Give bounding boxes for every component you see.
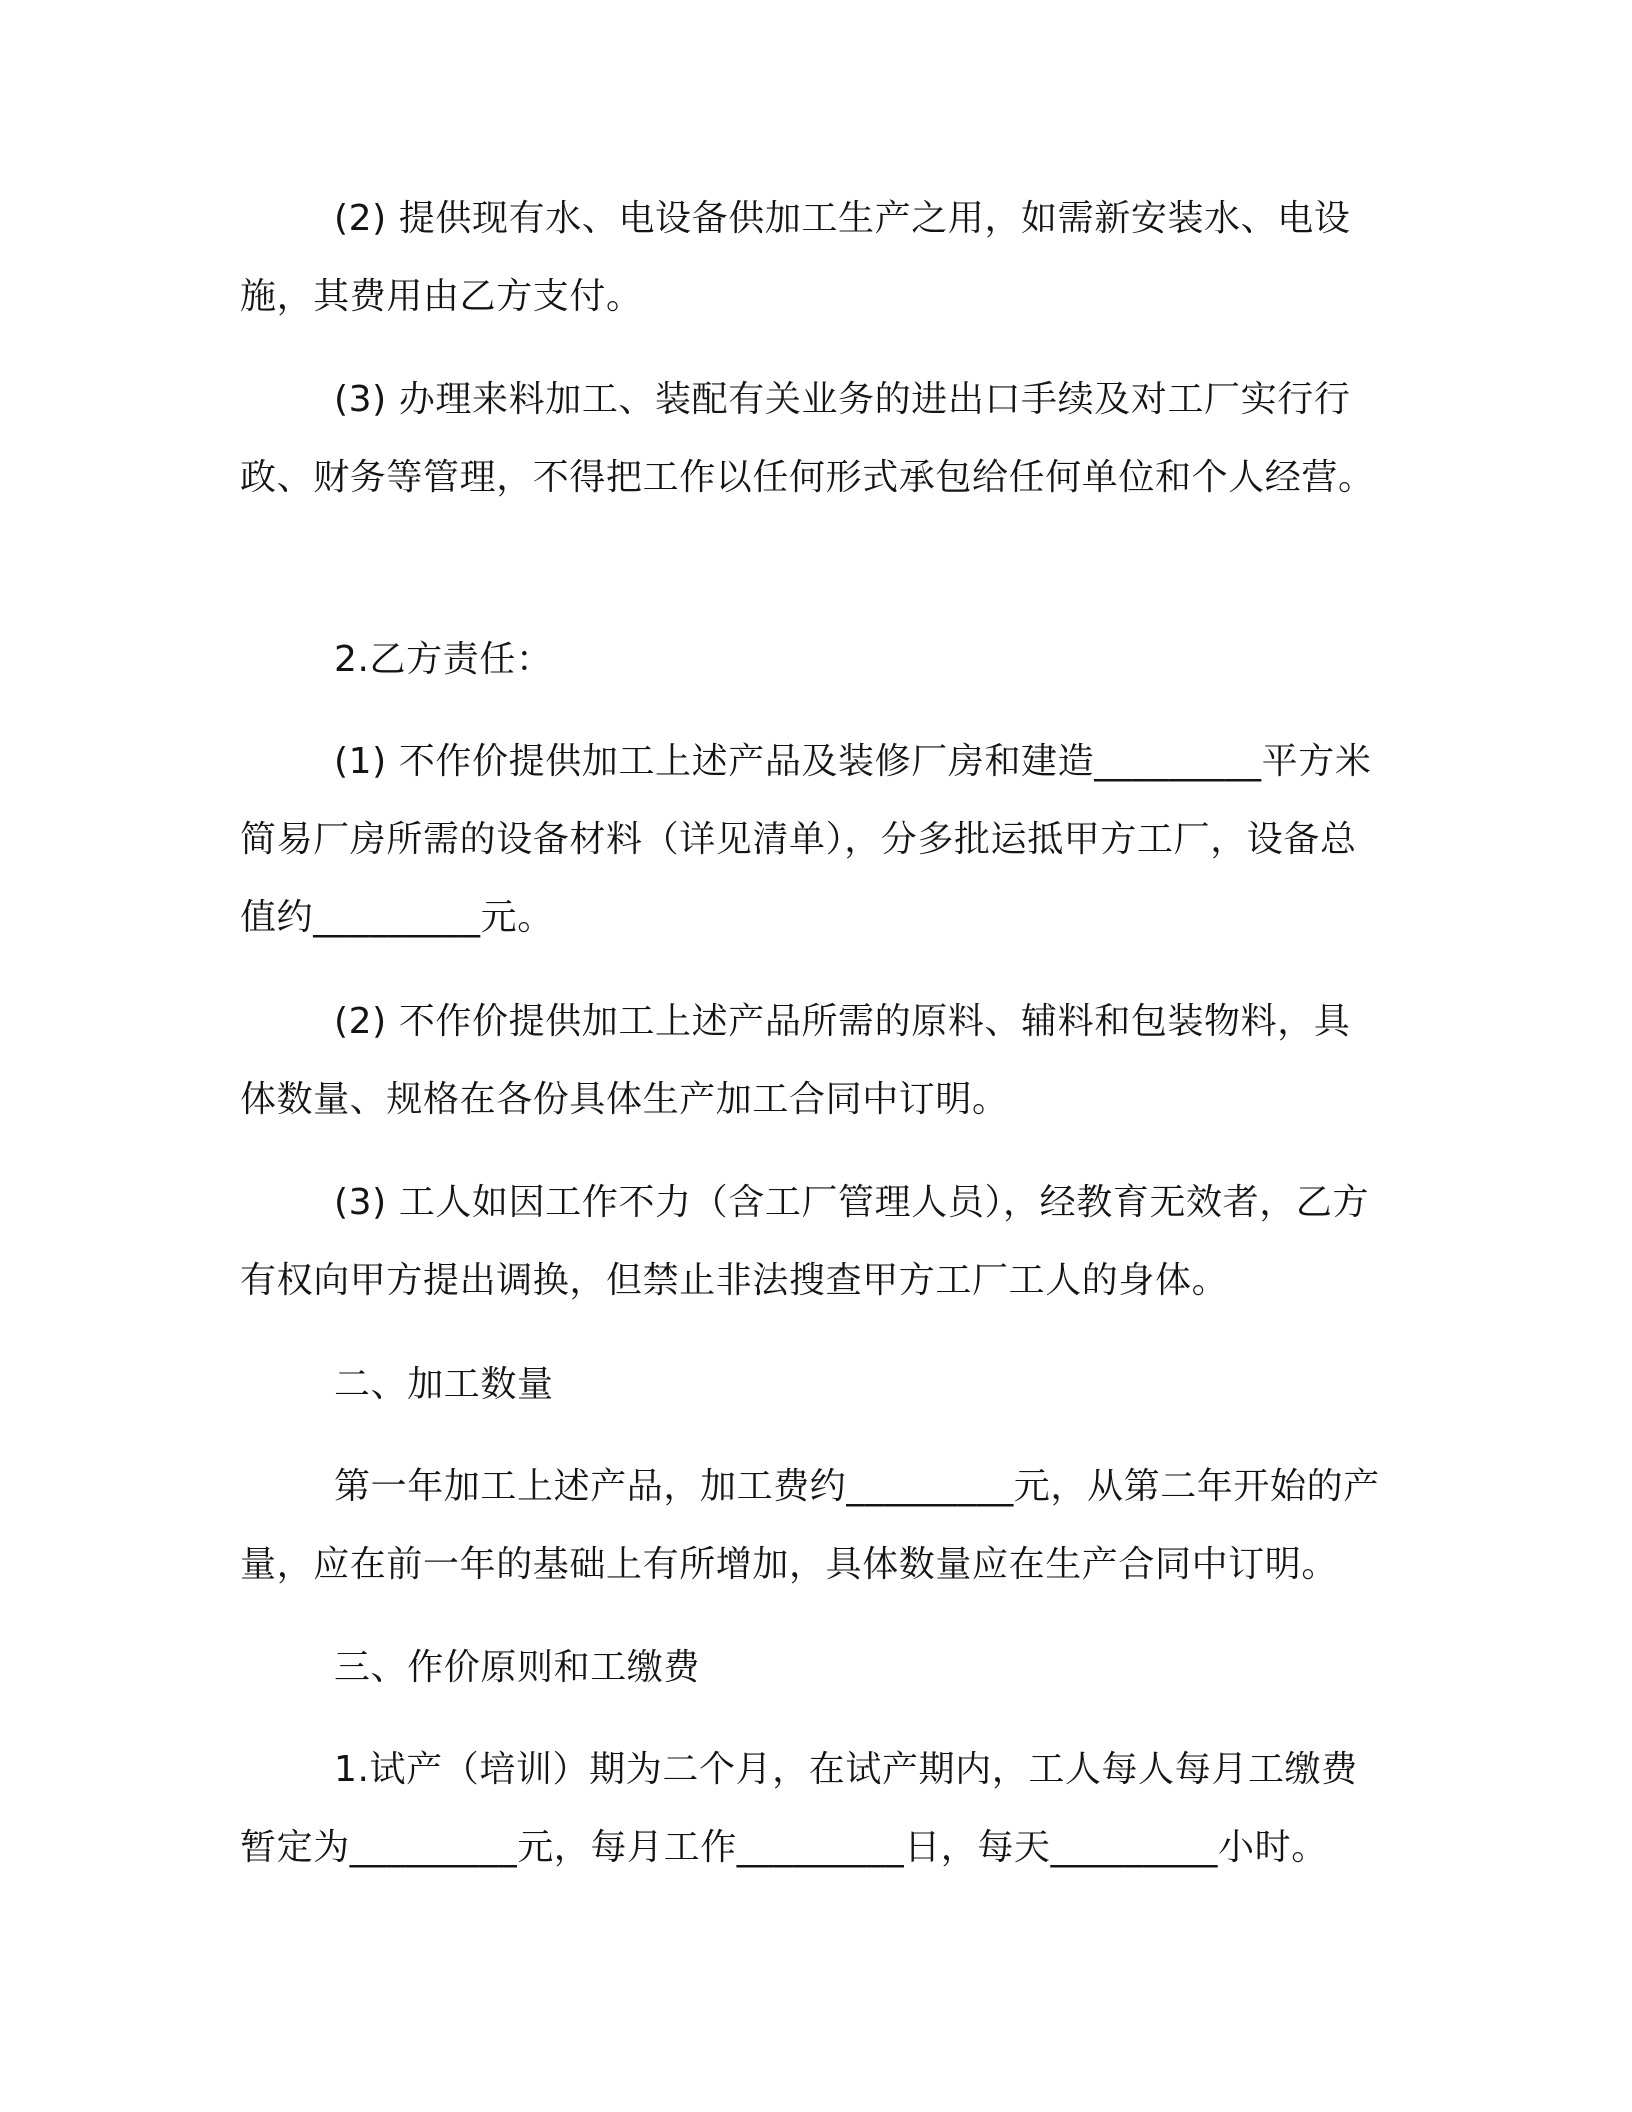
paragraph-party-a-utilities: (2) 提供现有水、电设备供加工生产之用，如需新安装水、电设施，其费用由乙方支付。: [240, 198, 1351, 317]
heading-processing-quantity: 二、加工数量: [334, 1364, 554, 1405]
heading-party-b-responsibilities: 2.乙方责任：: [334, 639, 553, 680]
heading-pricing-principles: 三、作价原则和工缴费: [334, 1647, 701, 1688]
paragraph-party-b-materials: (2) 不作价提供加工上述产品所需的原料、辅料和包装物料，具体数量、规格在各份具体生产加工合同中订明。: [240, 1001, 1351, 1120]
paragraph-processing-quantity: 第一年加工上述产品，加工费约_________元，从第二年开始的产量，应在前一年的基础上有所增加，具体数量应在生产合同中订明。: [240, 1466, 1380, 1585]
paragraph-party-a-procedures: (3) 办理来料加工、装配有关业务的进出口手续及对工厂实行行政、财务等管理，不得把工作以任何形式承包给任何单位和个人经营。: [240, 379, 1375, 498]
paragraph-trial-period: 1.试产（培训）期为二个月，在试产期内，工人每人每月工缴费暂定为_________元，每月工作_________日，每天_________小时。: [240, 1749, 1358, 1868]
paragraph-party-b-equipment: (1) 不作价提供加工上述产品及装修厂房和建造_________平方米简易厂房所需的设备材料（详见清单），分多批运抵甲方工厂，设备总值约_________元。: [240, 741, 1372, 938]
paragraph-party-b-workers: (3) 工人如因工作不力（含工厂管理人员），经教育无效者，乙方有权向甲方提出调换，但禁止非法搜查甲方工厂工人的身体。: [240, 1182, 1370, 1301]
